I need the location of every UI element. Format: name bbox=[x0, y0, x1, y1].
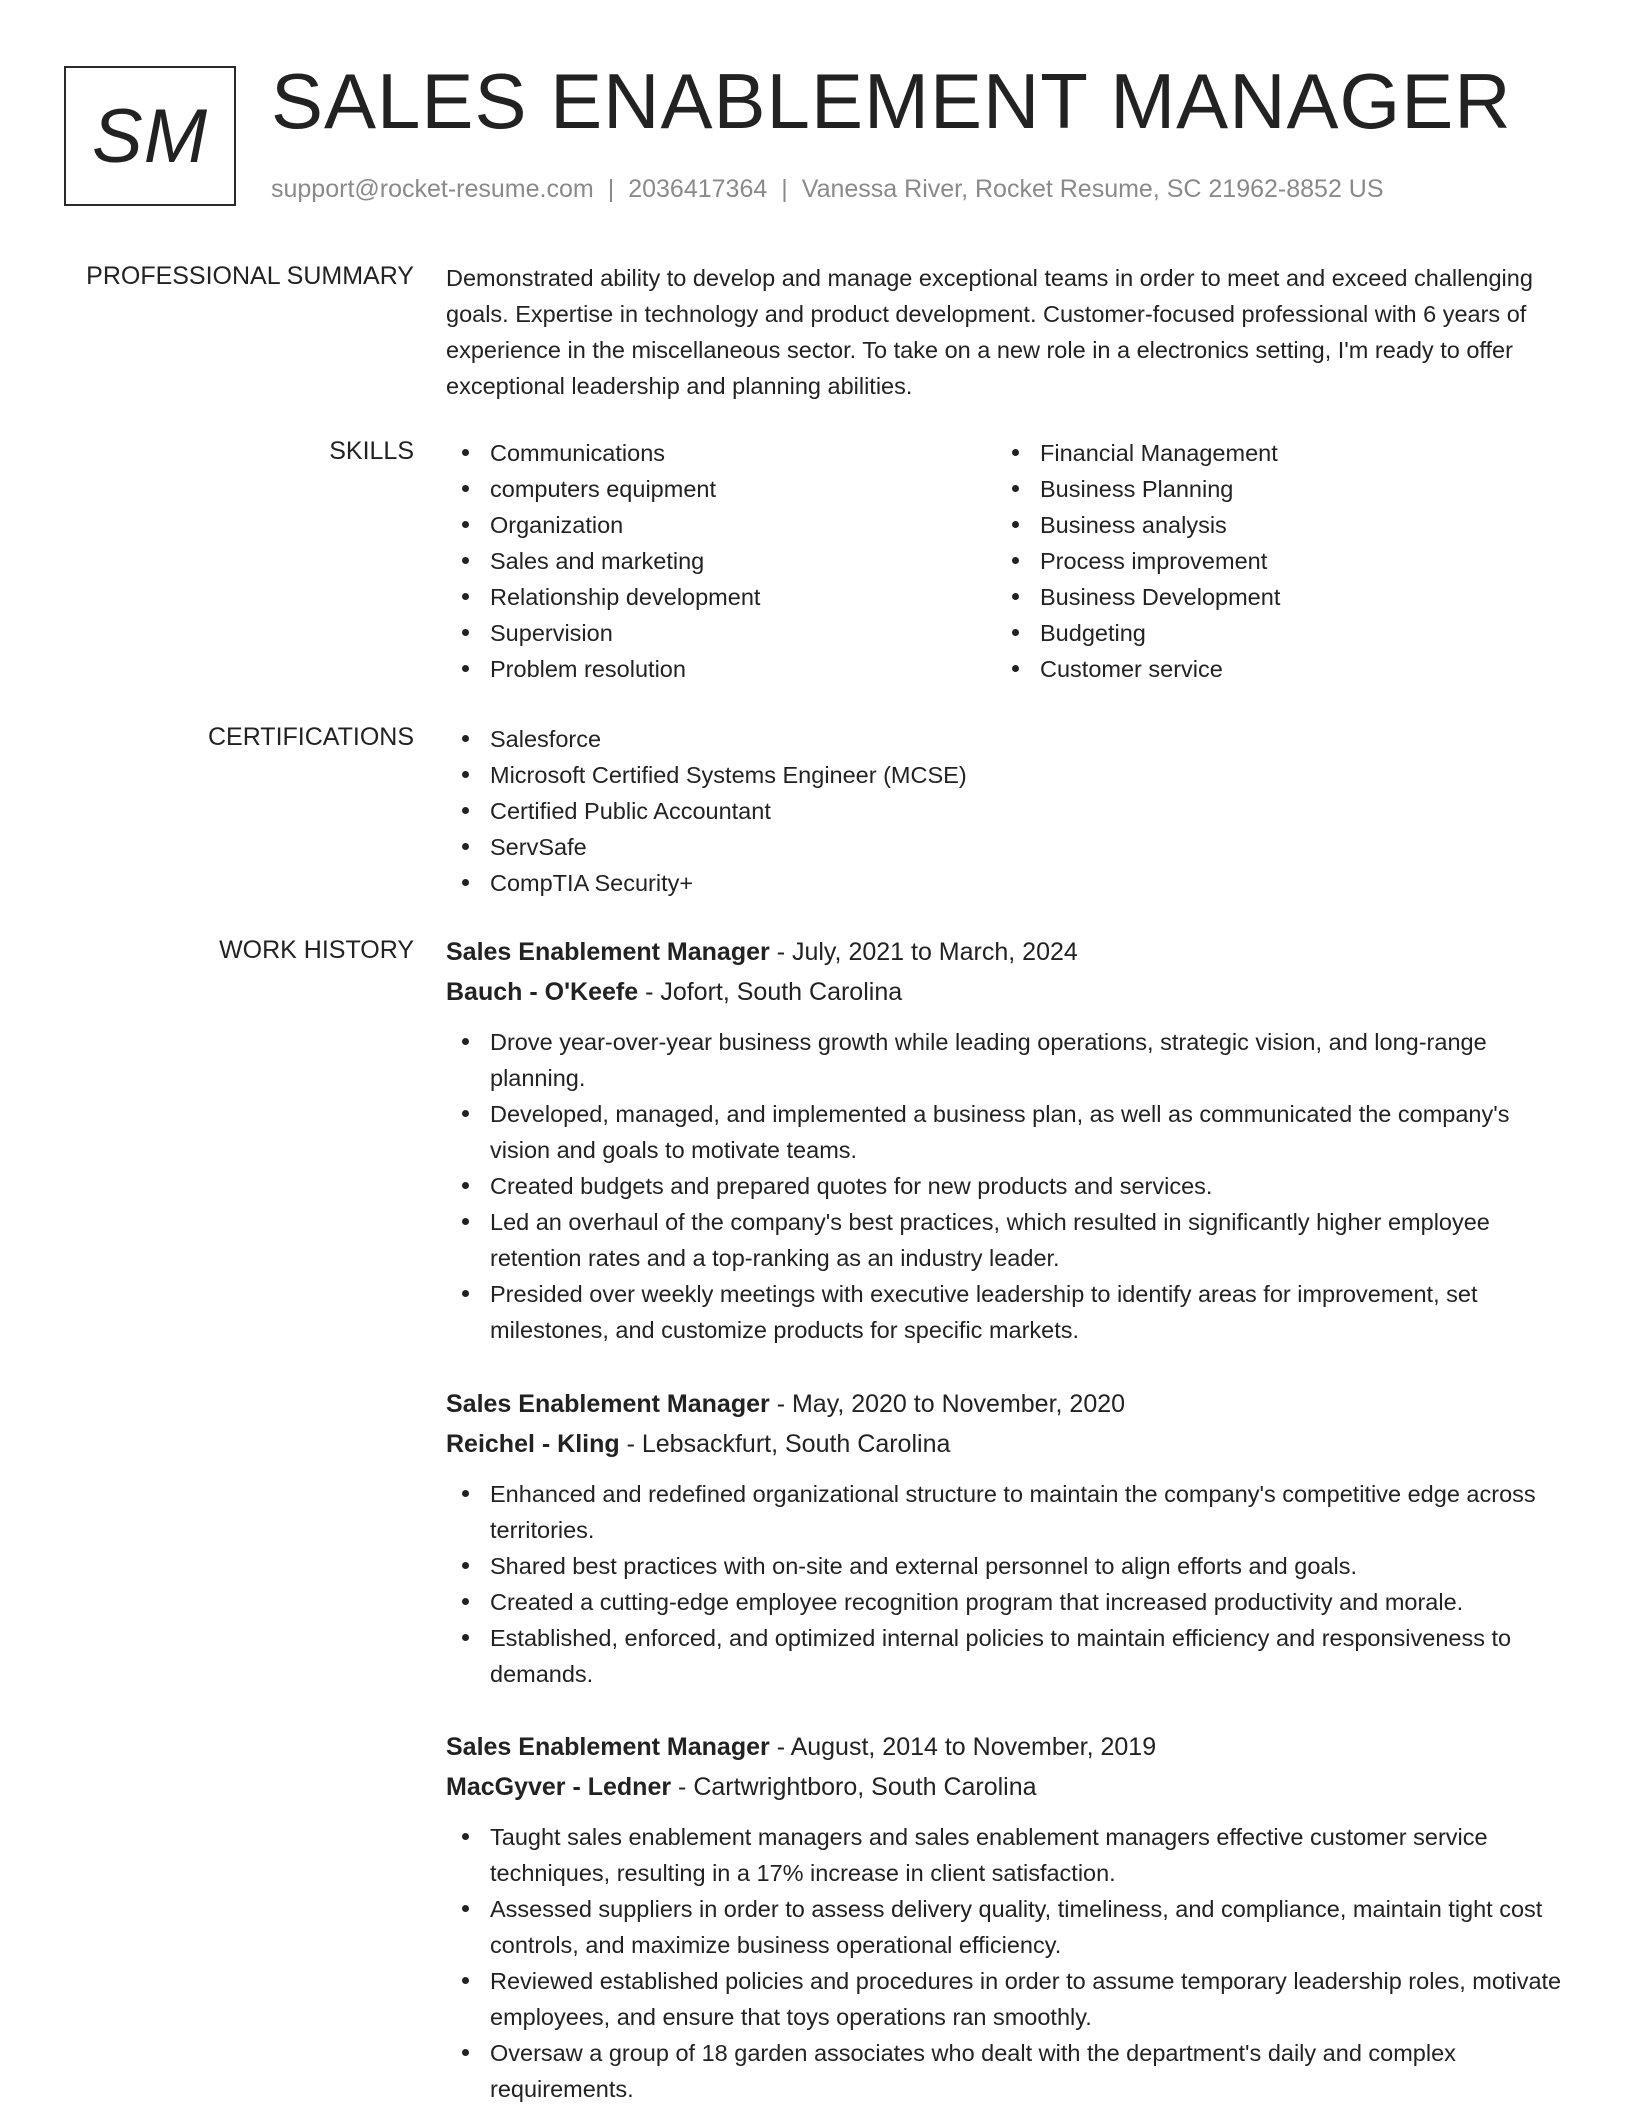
skill-item: Customer service bbox=[996, 651, 1546, 687]
job-duty: Created budgets and prepared quotes for new products and services. bbox=[446, 1168, 1566, 1204]
certification-item: Salesforce bbox=[446, 721, 1566, 757]
skill-item: Organization bbox=[446, 507, 996, 543]
skills-columns bbox=[446, 435, 1566, 687]
work-history-heading: WORK HISTORY bbox=[219, 936, 414, 964]
job-duties-list bbox=[446, 1476, 1566, 1692]
job-title-line bbox=[446, 1727, 1566, 1767]
job-duty: Developed, managed, and implemented a business plan, as well as communicated the company's vision and goals to motivate teams. bbox=[446, 1096, 1566, 1168]
skill-item: Sales and marketing bbox=[446, 543, 996, 579]
contact-address: Vanessa River, Rocket Resume, SC 21962-8852 US bbox=[801, 175, 1384, 203]
skill-item: Budgeting bbox=[996, 615, 1546, 651]
job-dates: - May, 2020 to November, 2020 bbox=[776, 1390, 1126, 1418]
skill-item: Business Development bbox=[996, 579, 1546, 615]
contact-line bbox=[271, 175, 1384, 204]
job-duty: Shared best practices with on-site and external personnel to align efforts and goals. bbox=[446, 1548, 1566, 1584]
skills-list-right bbox=[996, 435, 1546, 687]
job-duty: Presided over weekly meetings with executive leadership to identify areas for improvement, set milestones, and customize products for specific markets. bbox=[446, 1276, 1566, 1348]
job-location: - Jofort, South Carolina bbox=[645, 978, 903, 1006]
certification-item: ServSafe bbox=[446, 829, 1566, 865]
job-company: MacGyver - Ledner bbox=[446, 1773, 672, 1801]
job-location: - Cartwrightboro, South Carolina bbox=[678, 1773, 1037, 1801]
certification-item: CompTIA Security+ bbox=[446, 865, 1566, 901]
skill-item: Financial Management bbox=[996, 435, 1546, 471]
job-company-line bbox=[446, 972, 1566, 1012]
certification-item: Certified Public Accountant bbox=[446, 793, 1566, 829]
job-duties-list bbox=[446, 1024, 1566, 1348]
skill-item: Communications bbox=[446, 435, 996, 471]
job-role: Sales Enablement Manager bbox=[446, 1390, 770, 1418]
job-title-line bbox=[446, 1384, 1566, 1424]
skill-item: Business analysis bbox=[996, 507, 1546, 543]
job-company: Reichel - Kling bbox=[446, 1430, 620, 1458]
job-duty: Established, enforced, and optimized internal policies to maintain efficiency and responsiveness to demands. bbox=[446, 1620, 1566, 1692]
job-title-line bbox=[446, 932, 1566, 972]
contact-separator: | bbox=[781, 175, 788, 203]
job-entry bbox=[446, 1384, 1566, 1692]
skill-item: Business Planning bbox=[996, 471, 1546, 507]
certifications-body bbox=[446, 721, 1566, 901]
summary-heading: PROFESSIONAL SUMMARY bbox=[86, 262, 414, 290]
job-company-line bbox=[446, 1767, 1566, 1807]
job-duty: Led an overhaul of the company's best practices, which resulted in significantly higher employee retention rates and a top-ranking as an industry leader. bbox=[446, 1204, 1566, 1276]
job-duty: Enhanced and redefined organizational structure to maintain the company's competitive edge across territories. bbox=[446, 1476, 1566, 1548]
job-entry bbox=[446, 1727, 1566, 2107]
certification-item: Microsoft Certified Systems Engineer (MCSE) bbox=[446, 757, 1566, 793]
skills-list-left bbox=[446, 435, 996, 687]
skill-item: Process improvement bbox=[996, 543, 1546, 579]
job-location: - Lebsackfurt, South Carolina bbox=[626, 1430, 951, 1458]
job-duty: Reviewed established policies and procedures in order to assume temporary leadership roles, motivate employees, and ensure that toys operations ran smoothly. bbox=[446, 1963, 1566, 2035]
job-company: Bauch - O'Keefe bbox=[446, 978, 639, 1006]
summary-body bbox=[446, 260, 1566, 404]
skill-item: Supervision bbox=[446, 615, 996, 651]
job-dates: - August, 2014 to November, 2019 bbox=[776, 1733, 1157, 1761]
certifications-list bbox=[446, 721, 1566, 901]
resume-title: SALES ENABLEMENT MANAGER bbox=[271, 57, 1512, 145]
skill-item: computers equipment bbox=[446, 471, 996, 507]
skill-item: Problem resolution bbox=[446, 651, 996, 687]
job-entry bbox=[446, 932, 1566, 1348]
skills-heading: SKILLS bbox=[329, 437, 414, 465]
job-duty: Drove year-over-year business growth while leading operations, strategic vision, and long-range planning. bbox=[446, 1024, 1566, 1096]
job-role: Sales Enablement Manager bbox=[446, 1733, 770, 1761]
job-dates: - July, 2021 to March, 2024 bbox=[776, 938, 1078, 966]
job-role: Sales Enablement Manager bbox=[446, 938, 770, 966]
contact-separator: | bbox=[607, 175, 615, 203]
job-duties-list bbox=[446, 1819, 1566, 2107]
summary-text: Demonstrated ability to develop and manage exceptional teams in order to meet and exceed challenging goals. Expertise in technology and product development. Customer-focused professional with 6 years of experience in the miscellaneous sector. To take on a new role in a electronics setting, I'm ready to offer exceptional leadership and planning abilities. bbox=[446, 265, 1533, 399]
job-company-line bbox=[446, 1424, 1566, 1464]
certifications-heading: CERTIFICATIONS bbox=[207, 723, 414, 751]
job-duty: Created a cutting-edge employee recognition program that increased productivity and morale. bbox=[446, 1584, 1566, 1620]
skill-item: Relationship development bbox=[446, 579, 996, 615]
job-duty: Oversaw a group of 18 garden associates who dealt with the department's daily and complex requirements. bbox=[446, 2035, 1566, 2107]
job-duty: Taught sales enablement managers and sales enablement managers effective customer service techniques, resulting in a 17% increase in client satisfaction. bbox=[446, 1819, 1566, 1891]
monogram-initials: SM bbox=[64, 66, 236, 206]
contact-email[interactable]: support@rocket-resume.com bbox=[271, 175, 594, 203]
contact-phone[interactable]: 2036417364 bbox=[628, 175, 768, 203]
job-duty: Assessed suppliers in order to assess delivery quality, timeliness, and compliance, maintain tight cost controls, and maximize business operational efficiency. bbox=[446, 1891, 1566, 1963]
